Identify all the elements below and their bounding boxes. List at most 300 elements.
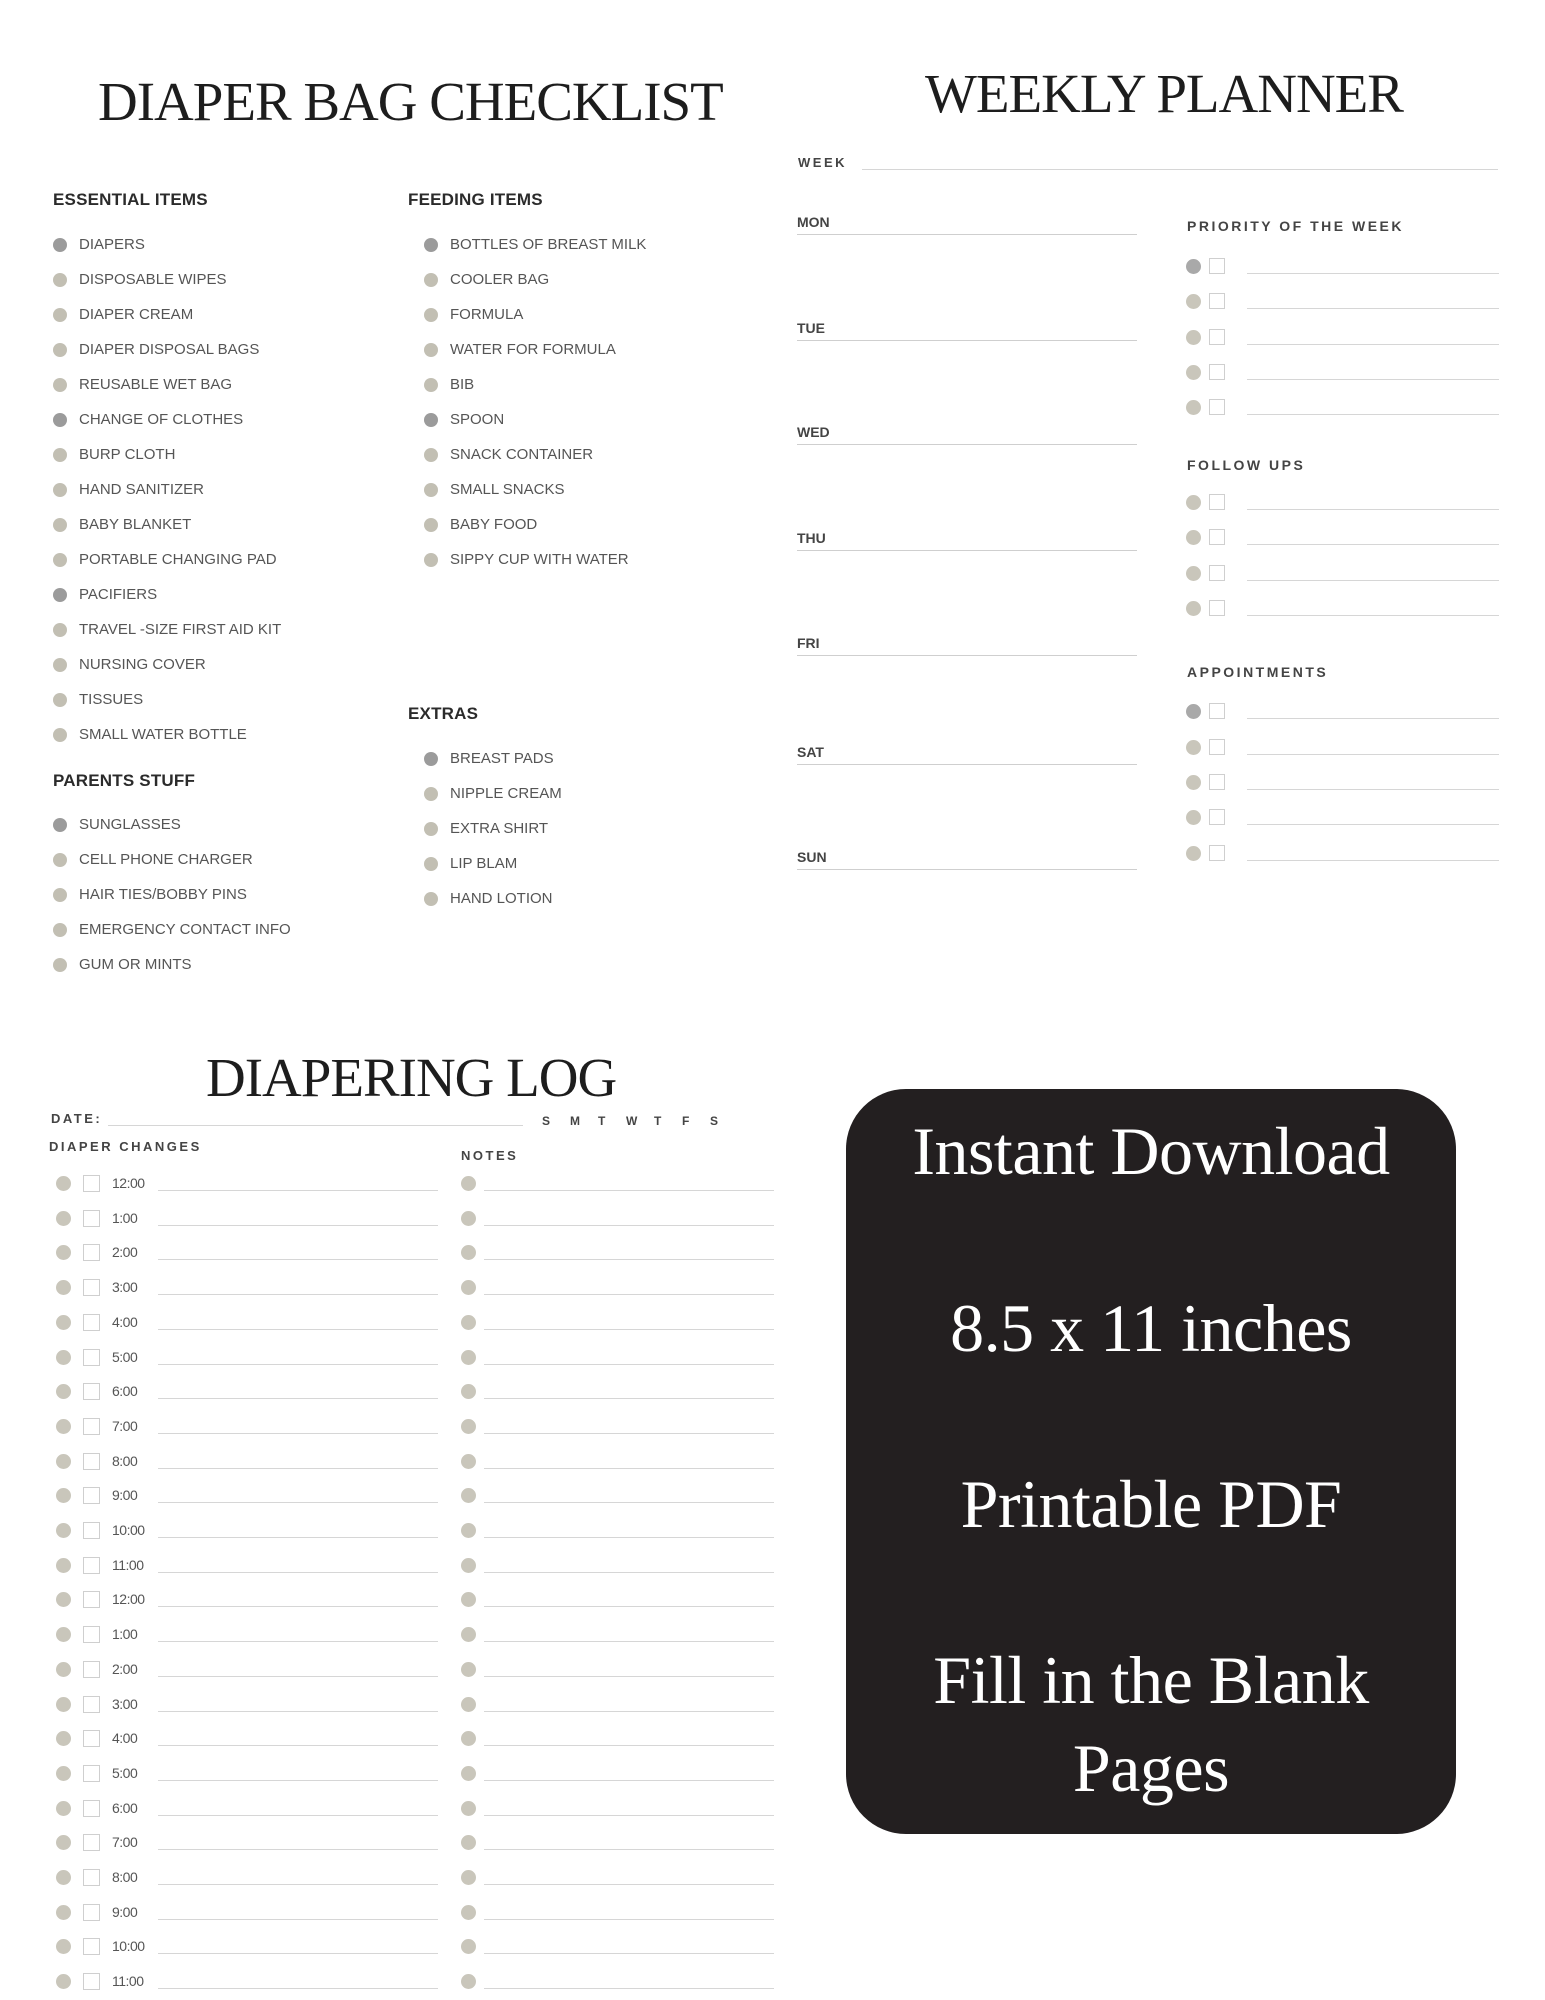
- weekday-option[interactable]: S: [542, 1114, 551, 1128]
- diaper-change-row[interactable]: [56, 1485, 438, 1505]
- appointment-row[interactable]: [1186, 737, 1499, 757]
- checklist-item[interactable]: [424, 262, 646, 297]
- write-line[interactable]: [1247, 824, 1499, 825]
- checkbox[interactable]: [83, 1765, 100, 1782]
- write-line[interactable]: [158, 1953, 438, 1954]
- checkbox[interactable]: [83, 1418, 100, 1435]
- write-line[interactable]: [158, 1502, 438, 1503]
- checklist-item-label: HAND LOTION: [450, 890, 553, 907]
- checklist-item-label: BREAST PADS: [450, 750, 554, 767]
- write-line[interactable]: [158, 1676, 438, 1677]
- write-line[interactable]: [484, 1398, 774, 1399]
- write-line[interactable]: [158, 1641, 438, 1642]
- diaper-change-row[interactable]: [56, 1624, 438, 1644]
- diaper-change-row[interactable]: [56, 1416, 438, 1436]
- note-row[interactable]: [461, 1971, 774, 1991]
- write-line[interactable]: [484, 1780, 774, 1781]
- essential-items-heading: ESSENTIAL ITEMS: [53, 190, 208, 209]
- checkbox[interactable]: [83, 1210, 100, 1227]
- extras-heading: EXTRAS: [408, 704, 479, 723]
- write-line[interactable]: [484, 1745, 774, 1746]
- note-row[interactable]: [461, 1694, 774, 1714]
- checklist-item[interactable]: [53, 542, 281, 577]
- checklist-item[interactable]: [424, 846, 562, 881]
- write-line[interactable]: [1247, 615, 1499, 616]
- write-line[interactable]: [158, 1190, 438, 1191]
- extras-list: [424, 741, 562, 916]
- bullet-icon: [53, 238, 67, 252]
- bullet-icon: [424, 413, 438, 427]
- checkbox[interactable]: [1209, 329, 1225, 345]
- checkbox[interactable]: [1209, 845, 1225, 861]
- diaper-change-row[interactable]: [56, 1832, 438, 1852]
- promo-format: Printable PDF: [960, 1466, 1342, 1542]
- day-label: TUE: [797, 320, 825, 336]
- note-row[interactable]: [461, 1659, 774, 1679]
- write-line[interactable]: [158, 1572, 438, 1573]
- time-label: 10:00: [112, 1938, 145, 1954]
- followups-heading: FOLLOW UPS: [1187, 457, 1306, 473]
- bullet-icon: [424, 857, 438, 871]
- checklist-item-label: WATER FOR FORMULA: [450, 341, 616, 358]
- bullet-icon: [53, 483, 67, 497]
- diaper-change-row[interactable]: [56, 1555, 438, 1575]
- checklist-item[interactable]: [53, 297, 281, 332]
- write-line[interactable]: [158, 1259, 438, 1260]
- bullet-icon: [461, 1731, 476, 1746]
- priority-row[interactable]: [1186, 397, 1499, 417]
- checklist-item[interactable]: [424, 297, 646, 332]
- diaper-change-row[interactable]: [56, 1659, 438, 1679]
- checklist-item[interactable]: [424, 776, 562, 811]
- bullet-icon: [56, 1384, 71, 1399]
- checklist-item-label: PACIFIERS: [79, 586, 158, 603]
- bullet-icon: [56, 1176, 71, 1191]
- parents-stuff-heading: PARENTS STUFF: [53, 771, 196, 790]
- write-line[interactable]: [484, 1572, 774, 1573]
- checklist-item[interactable]: [424, 332, 646, 367]
- followup-row[interactable]: [1186, 527, 1499, 547]
- checklist-item[interactable]: [53, 437, 281, 472]
- checkbox[interactable]: [83, 1904, 100, 1921]
- note-row[interactable]: [461, 1416, 774, 1436]
- feeding-items-heading: FEEDING ITEMS: [408, 190, 543, 209]
- time-label: 8:00: [112, 1869, 138, 1885]
- checkbox[interactable]: [83, 1626, 100, 1643]
- checklist-item-label: EXTRA SHIRT: [450, 820, 549, 837]
- checkbox[interactable]: [1209, 809, 1225, 825]
- write-line[interactable]: [158, 1537, 438, 1538]
- diaper-change-row[interactable]: [56, 1277, 438, 1297]
- priority-row[interactable]: [1186, 291, 1499, 311]
- day-row-mon[interactable]: [797, 214, 1137, 235]
- note-row[interactable]: [461, 1208, 774, 1228]
- bullet-icon: [56, 1488, 71, 1503]
- checklist-item[interactable]: [53, 262, 281, 297]
- appointment-row[interactable]: [1186, 701, 1499, 721]
- note-row[interactable]: [461, 1624, 774, 1644]
- checklist-item[interactable]: [424, 881, 562, 916]
- promo-instant-download: Instant Download: [912, 1113, 1390, 1189]
- bullet-icon: [53, 308, 67, 322]
- date-label: DATE:: [51, 1111, 103, 1126]
- write-line[interactable]: [1247, 308, 1499, 309]
- day-row-sat[interactable]: [797, 744, 1137, 765]
- write-line[interactable]: [1247, 544, 1499, 545]
- checkbox[interactable]: [83, 1244, 100, 1261]
- checklist-item[interactable]: [53, 842, 291, 877]
- write-line[interactable]: [1247, 860, 1499, 861]
- write-line[interactable]: [484, 1919, 774, 1920]
- write-line[interactable]: [158, 1849, 438, 1850]
- write-line[interactable]: [1247, 754, 1499, 755]
- write-line[interactable]: [1247, 580, 1499, 581]
- appointment-row[interactable]: [1186, 807, 1499, 827]
- bullet-icon: [424, 752, 438, 766]
- bullet-icon: [461, 1835, 476, 1850]
- checklist-item[interactable]: [53, 367, 281, 402]
- bullet-icon: [1186, 400, 1201, 415]
- note-row[interactable]: [461, 1902, 774, 1922]
- note-row[interactable]: [461, 1832, 774, 1852]
- note-row[interactable]: [461, 1451, 774, 1471]
- write-line[interactable]: [484, 1259, 774, 1260]
- bullet-icon: [56, 1905, 71, 1920]
- write-line[interactable]: [158, 1919, 438, 1920]
- write-line[interactable]: [484, 1468, 774, 1469]
- bullet-icon: [56, 1315, 71, 1330]
- checkbox[interactable]: [83, 1834, 100, 1851]
- time-label: 4:00: [112, 1730, 138, 1746]
- diaper-change-row[interactable]: [56, 1936, 438, 1956]
- checklist-item[interactable]: [53, 612, 281, 647]
- promo-size: 8.5 x 11 inches: [950, 1290, 1352, 1366]
- checkbox[interactable]: [83, 1383, 100, 1400]
- bullet-icon: [1186, 566, 1201, 581]
- day-row-wed[interactable]: [797, 424, 1137, 445]
- time-label: 11:00: [112, 1973, 144, 1989]
- checkbox[interactable]: [83, 1973, 100, 1990]
- checklist-item[interactable]: [424, 542, 646, 577]
- day-row-thu[interactable]: [797, 530, 1137, 551]
- bullet-icon: [1186, 775, 1201, 790]
- priority-row[interactable]: [1186, 256, 1499, 276]
- appointment-row[interactable]: [1186, 772, 1499, 792]
- diaper-change-row[interactable]: [56, 1798, 438, 1818]
- bullet-icon: [424, 892, 438, 906]
- bullet-icon: [1186, 740, 1201, 755]
- notes-heading: NOTES: [461, 1148, 519, 1163]
- checklist-item[interactable]: [424, 402, 646, 437]
- followup-row[interactable]: [1186, 563, 1499, 583]
- bullet-icon: [56, 1939, 71, 1954]
- day-label: SAT: [797, 744, 824, 760]
- followup-row[interactable]: [1186, 492, 1499, 512]
- bullet-icon: [56, 1801, 71, 1816]
- write-line[interactable]: [158, 1294, 438, 1295]
- note-row[interactable]: [461, 1763, 774, 1783]
- write-line[interactable]: [484, 1329, 774, 1330]
- weekday-option[interactable]: W: [626, 1114, 638, 1128]
- write-line[interactable]: [158, 1433, 438, 1434]
- write-line[interactable]: [158, 1884, 438, 1885]
- bullet-icon: [56, 1766, 71, 1781]
- diaper-change-row[interactable]: [56, 1242, 438, 1262]
- bullet-icon: [53, 273, 67, 287]
- checkbox[interactable]: [83, 1661, 100, 1678]
- checklist-item[interactable]: [424, 367, 646, 402]
- checklist-item[interactable]: [424, 811, 562, 846]
- date-input-line[interactable]: [108, 1125, 523, 1126]
- checklist-item[interactable]: [424, 437, 646, 472]
- note-row[interactable]: [461, 1242, 774, 1262]
- write-line[interactable]: [484, 1433, 774, 1434]
- checkbox[interactable]: [1209, 774, 1225, 790]
- note-row[interactable]: [461, 1381, 774, 1401]
- weekday-option[interactable]: M: [570, 1114, 580, 1128]
- bullet-icon: [1186, 495, 1201, 510]
- diaper-change-row[interactable]: [56, 1347, 438, 1367]
- bullet-icon: [56, 1211, 71, 1226]
- write-line[interactable]: [1247, 414, 1499, 415]
- checkbox[interactable]: [83, 1349, 100, 1366]
- checkbox[interactable]: [83, 1279, 100, 1296]
- weekday-option[interactable]: T: [598, 1114, 606, 1128]
- checklist-item[interactable]: [424, 227, 646, 262]
- note-row[interactable]: [461, 1867, 774, 1887]
- bullet-icon: [424, 448, 438, 462]
- bullet-icon: [424, 308, 438, 322]
- time-label: 2:00: [112, 1244, 138, 1260]
- checklist-item[interactable]: [53, 402, 281, 437]
- write-line[interactable]: [484, 1676, 774, 1677]
- bullet-icon: [461, 1558, 476, 1573]
- write-line[interactable]: [484, 1815, 774, 1816]
- write-line[interactable]: [158, 1606, 438, 1607]
- time-label: 4:00: [112, 1314, 138, 1330]
- checklist-item[interactable]: [53, 472, 281, 507]
- bullet-icon: [424, 378, 438, 392]
- note-row[interactable]: [461, 1589, 774, 1609]
- checklist-item[interactable]: [53, 717, 281, 752]
- diaper-change-row[interactable]: [56, 1173, 438, 1193]
- checklist-title: DIAPER BAG CHECKLIST: [98, 71, 723, 132]
- checklist-item[interactable]: [53, 947, 291, 982]
- write-line[interactable]: [484, 1641, 774, 1642]
- diaper-change-row[interactable]: [56, 1208, 438, 1228]
- write-line[interactable]: [484, 1711, 774, 1712]
- checklist-item[interactable]: [424, 472, 646, 507]
- checklist-item-label: DIAPER CREAM: [79, 306, 194, 323]
- checkbox[interactable]: [83, 1453, 100, 1470]
- checkbox[interactable]: [1209, 399, 1225, 415]
- bullet-icon: [424, 238, 438, 252]
- day-row-tue[interactable]: [797, 320, 1137, 341]
- write-line[interactable]: [484, 1849, 774, 1850]
- parents-stuff-list: [53, 807, 291, 982]
- checkbox[interactable]: [83, 1591, 100, 1608]
- diaper-change-row[interactable]: [56, 1589, 438, 1609]
- note-row[interactable]: [461, 1728, 774, 1748]
- checklist-item[interactable]: [53, 877, 291, 912]
- write-line[interactable]: [1247, 509, 1499, 510]
- diaper-change-row[interactable]: [56, 1451, 438, 1471]
- checklist-item[interactable]: [424, 507, 646, 542]
- diaper-change-row[interactable]: [56, 1520, 438, 1540]
- note-row[interactable]: [461, 1798, 774, 1818]
- time-label: 5:00: [112, 1349, 138, 1365]
- write-line[interactable]: [1247, 344, 1499, 345]
- diaper-change-row[interactable]: [56, 1312, 438, 1332]
- checkbox[interactable]: [83, 1938, 100, 1955]
- write-line[interactable]: [1247, 273, 1499, 274]
- note-row[interactable]: [461, 1277, 774, 1297]
- diaper-change-row[interactable]: [56, 1902, 438, 1922]
- checklist-item-label: DIAPERS: [79, 236, 145, 253]
- note-row[interactable]: [461, 1936, 774, 1956]
- week-input-line[interactable]: [862, 169, 1498, 170]
- bullet-icon: [424, 483, 438, 497]
- write-line[interactable]: [158, 1468, 438, 1469]
- note-row[interactable]: [461, 1555, 774, 1575]
- write-line[interactable]: [158, 1225, 438, 1226]
- write-line[interactable]: [1247, 718, 1499, 719]
- priority-row[interactable]: [1186, 327, 1499, 347]
- checklist-item-label: BABY BLANKET: [79, 516, 192, 533]
- checkbox[interactable]: [83, 1522, 100, 1539]
- write-line[interactable]: [484, 1225, 774, 1226]
- appointment-row[interactable]: [1186, 843, 1499, 863]
- checklist-item[interactable]: [53, 332, 281, 367]
- write-line[interactable]: [1247, 789, 1499, 790]
- bullet-icon: [53, 518, 67, 532]
- diaper-change-row[interactable]: [56, 1728, 438, 1748]
- write-line[interactable]: [484, 1606, 774, 1607]
- log-title: DIAPERING LOG: [206, 1047, 617, 1108]
- note-row[interactable]: [461, 1312, 774, 1332]
- bullet-icon: [1186, 601, 1201, 616]
- bullet-icon: [424, 822, 438, 836]
- note-row[interactable]: [461, 1173, 774, 1193]
- time-label: 8:00: [112, 1453, 138, 1469]
- write-line[interactable]: [158, 1364, 438, 1365]
- promo-fill-in: Fill in the Blank: [933, 1642, 1369, 1718]
- checkbox[interactable]: [83, 1730, 100, 1747]
- note-row[interactable]: [461, 1347, 774, 1367]
- checkbox[interactable]: [83, 1175, 100, 1192]
- write-line[interactable]: [484, 1190, 774, 1191]
- write-line[interactable]: [158, 1398, 438, 1399]
- checklist-item[interactable]: [53, 227, 281, 262]
- checkbox[interactable]: [1209, 364, 1225, 380]
- bullet-icon: [56, 1697, 71, 1712]
- checkbox[interactable]: [1209, 739, 1225, 755]
- weekday-selector: [542, 1114, 738, 1128]
- bullet-icon: [56, 1974, 71, 1989]
- checklist-item-label: SPOON: [450, 411, 505, 428]
- write-line[interactable]: [158, 1711, 438, 1712]
- write-line[interactable]: [158, 1780, 438, 1781]
- checkbox[interactable]: [1209, 600, 1225, 616]
- checklist-item[interactable]: [53, 807, 291, 842]
- checklist-item-label: REUSABLE WET BAG: [79, 376, 233, 393]
- checklist-item[interactable]: [53, 682, 281, 717]
- diaper-change-row[interactable]: [56, 1694, 438, 1714]
- time-label: 10:00: [112, 1522, 145, 1538]
- checklist-item[interactable]: [53, 507, 281, 542]
- checklist-item[interactable]: [53, 647, 281, 682]
- write-line[interactable]: [484, 1953, 774, 1954]
- write-line[interactable]: [484, 1988, 774, 1989]
- bullet-icon: [461, 1905, 476, 1920]
- priority-row[interactable]: [1186, 362, 1499, 382]
- checklist-item[interactable]: [53, 912, 291, 947]
- checklist-item-label: TRAVEL -SIZE FIRST AID KIT: [79, 621, 282, 638]
- weekday-option[interactable]: S: [710, 1114, 719, 1128]
- note-row[interactable]: [461, 1485, 774, 1505]
- diaper-change-row[interactable]: [56, 1867, 438, 1887]
- write-line[interactable]: [484, 1294, 774, 1295]
- write-line[interactable]: [158, 1329, 438, 1330]
- checklist-item-label: PORTABLE CHANGING PAD: [79, 551, 277, 568]
- checkbox[interactable]: [83, 1314, 100, 1331]
- bullet-icon: [461, 1280, 476, 1295]
- checklist-item-label: HAND SANITIZER: [79, 481, 205, 498]
- write-line[interactable]: [158, 1988, 438, 1989]
- write-line[interactable]: [484, 1502, 774, 1503]
- bullet-icon: [461, 1350, 476, 1365]
- diaper-change-row[interactable]: [56, 1763, 438, 1783]
- checkbox[interactable]: [1209, 703, 1225, 719]
- note-row[interactable]: [461, 1520, 774, 1540]
- weekday-option[interactable]: F: [682, 1114, 690, 1128]
- checklist-item-label: CELL PHONE CHARGER: [79, 851, 253, 868]
- bullet-icon: [461, 1592, 476, 1607]
- day-row-sun[interactable]: [797, 849, 1137, 870]
- diaper-changes-heading: DIAPER CHANGES: [49, 1139, 202, 1154]
- checkbox[interactable]: [1209, 258, 1225, 274]
- write-line[interactable]: [158, 1815, 438, 1816]
- priority-heading: PRIORITY OF THE WEEK: [1187, 218, 1404, 234]
- checkbox[interactable]: [1209, 529, 1225, 545]
- followup-row[interactable]: [1186, 598, 1499, 618]
- checkbox[interactable]: [83, 1557, 100, 1574]
- checklist-item-label: BABY FOOD: [450, 516, 538, 533]
- diaper-change-row[interactable]: [56, 1381, 438, 1401]
- checkbox[interactable]: [83, 1800, 100, 1817]
- checklist-item[interactable]: [53, 577, 281, 612]
- write-line[interactable]: [484, 1884, 774, 1885]
- checkbox[interactable]: [1209, 494, 1225, 510]
- bullet-icon: [461, 1662, 476, 1677]
- time-label: 12:00: [112, 1175, 145, 1191]
- write-line[interactable]: [484, 1537, 774, 1538]
- checklist-item[interactable]: [424, 741, 562, 776]
- write-line[interactable]: [158, 1745, 438, 1746]
- write-line[interactable]: [484, 1364, 774, 1365]
- checkbox[interactable]: [83, 1869, 100, 1886]
- day-row-fri[interactable]: [797, 635, 1137, 656]
- diaper-change-row[interactable]: [56, 1971, 438, 1991]
- checklist-item-label: COOLER BAG: [450, 271, 550, 288]
- promo-panel: [846, 1089, 1456, 1834]
- checkbox[interactable]: [83, 1487, 100, 1504]
- weekday-option[interactable]: T: [654, 1114, 662, 1128]
- checkbox[interactable]: [83, 1696, 100, 1713]
- write-line[interactable]: [1247, 379, 1499, 380]
- checkbox[interactable]: [1209, 293, 1225, 309]
- checkbox[interactable]: [1209, 565, 1225, 581]
